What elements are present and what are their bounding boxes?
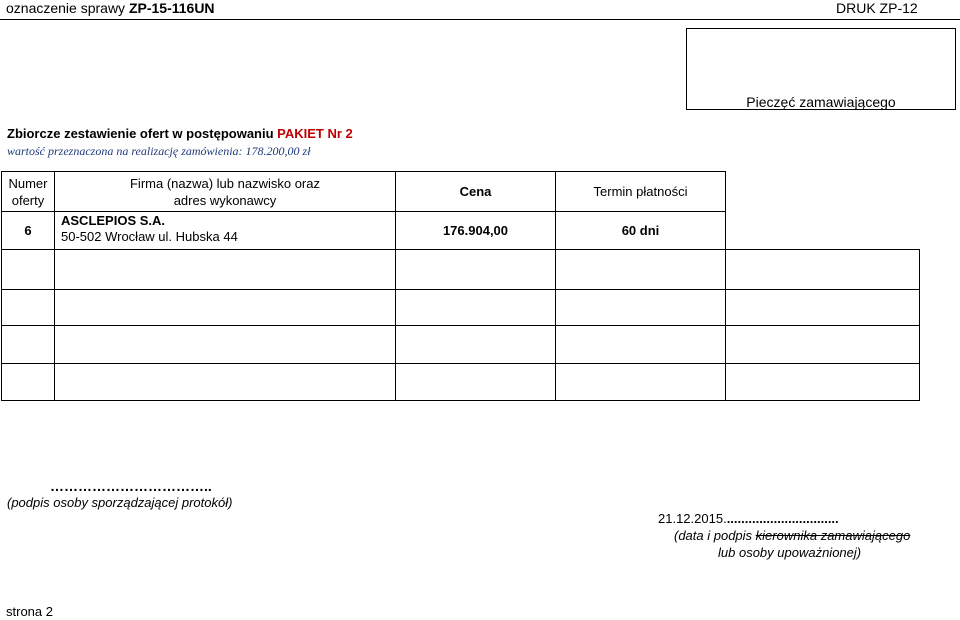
page-number: strona 2 — [6, 604, 53, 619]
signature-date: 21.12.2015. — [658, 511, 727, 526]
header-firm: Firma (nazwa) lub nazwisko oraz adres wykonawcy — [55, 172, 396, 212]
table-row — [2, 212, 920, 250]
package-number: PAKIET Nr 2 — [277, 126, 353, 141]
date-signature-line — [658, 511, 839, 526]
document-title — [7, 126, 353, 141]
table-row — [2, 326, 920, 364]
firm-address: 50-502 Wrocław ul. Hubska 44 — [61, 229, 238, 244]
header-offer-number: Numer oferty — [2, 172, 55, 212]
struck-text: kierownika zamawiającego — [755, 528, 911, 543]
header-divider — [0, 19, 960, 20]
budget-label: wartość przeznaczona na realizację zamówienia: — [7, 144, 246, 158]
table-row — [2, 364, 920, 401]
budget-amount: 178.200,00 zł — [245, 144, 311, 158]
header-price: Cena — [396, 172, 556, 212]
form-code: DRUK ZP-12 — [836, 0, 918, 16]
budget-line — [7, 144, 311, 159]
right-signature-dots: ............................... — [726, 511, 839, 526]
title-main: Zbiorcze zestawienie ofert w postępowaniu — [7, 126, 278, 141]
offer-price: 176.904,00 — [396, 212, 556, 250]
table-row — [2, 250, 920, 290]
header-empty-cell — [726, 172, 920, 212]
table-header-row — [2, 172, 920, 212]
firm-cell — [55, 212, 396, 250]
case-reference-prefix: oznaczenie sprawy — [6, 0, 129, 16]
case-reference — [6, 0, 215, 16]
left-signature-dots: …………………………….. — [50, 478, 212, 494]
offer-number: 6 — [2, 212, 55, 250]
offer-payment-term: 60 dni — [556, 212, 726, 250]
header-payment-term: Termin płatności — [556, 172, 726, 212]
table-row — [2, 290, 920, 326]
firm-name: ASCLEPIOS S.A. — [61, 213, 166, 228]
right-signature-label-2: lub osoby upoważnionej) — [718, 545, 862, 560]
left-signature-label: (podpis osoby sporządzającej protokół) — [7, 495, 233, 510]
right-signature-label: (data i podpis kierownika zamawiającego — [674, 528, 911, 543]
case-number: ZP-15-116UN — [128, 0, 215, 16]
empty-cell — [726, 212, 920, 250]
stamp-label: Pieczęć zamawiającego — [746, 94, 896, 110]
offers-table — [1, 171, 920, 401]
